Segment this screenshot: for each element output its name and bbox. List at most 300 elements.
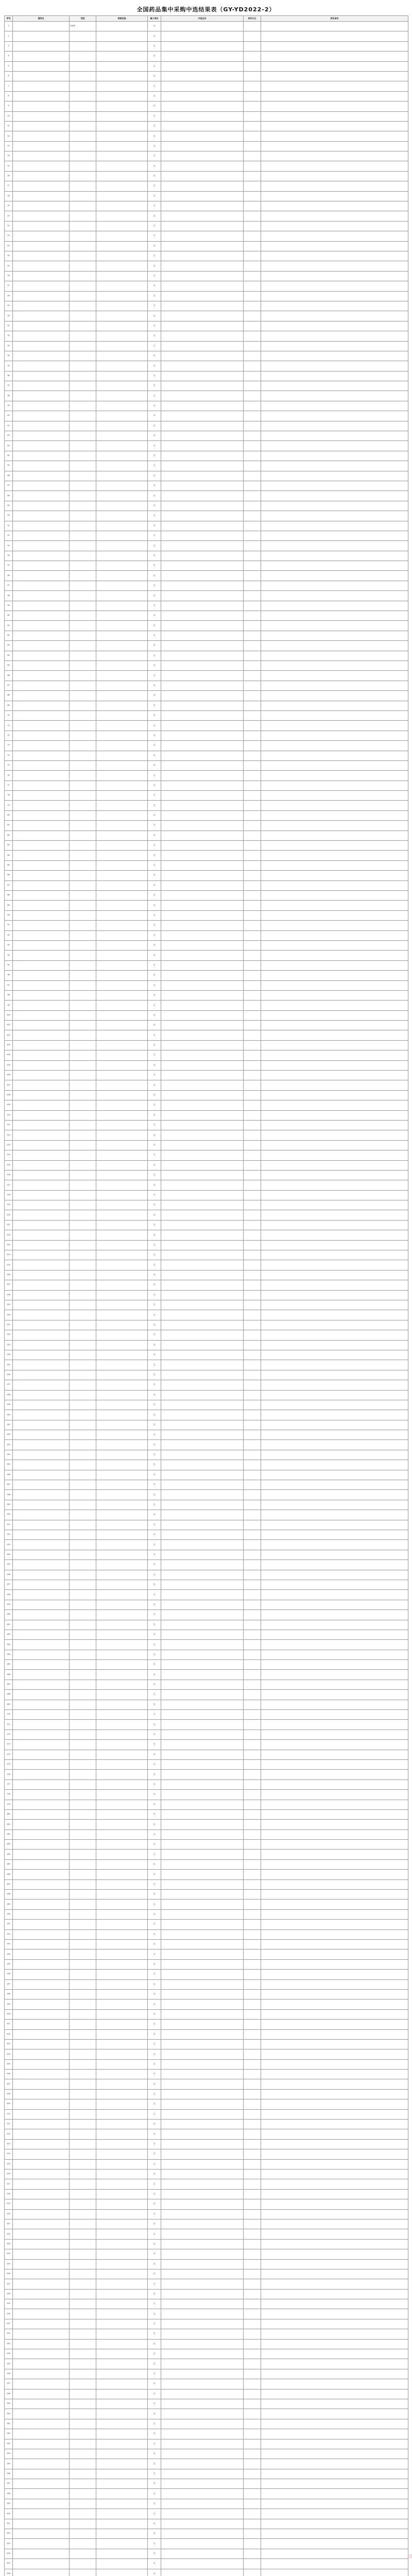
cell-dosage-form bbox=[70, 2279, 96, 2289]
cell-dosage-form bbox=[70, 351, 96, 361]
table-row bbox=[5, 331, 408, 341]
cell-index: 166 bbox=[5, 1670, 13, 1680]
cell-generic-name bbox=[13, 2129, 70, 2139]
table-row bbox=[5, 1370, 408, 1380]
cell-index: 156 bbox=[5, 1570, 13, 1580]
cell-spec-pack bbox=[96, 421, 148, 431]
cell-provinces bbox=[261, 231, 408, 241]
cell-company bbox=[161, 1200, 244, 1210]
cell-index: 245 bbox=[5, 2459, 13, 2469]
table-row bbox=[5, 171, 408, 181]
table-row bbox=[5, 2279, 408, 2289]
cell-price bbox=[244, 691, 261, 701]
cell-min-unit: 支 bbox=[148, 1260, 161, 1270]
table-row bbox=[5, 1879, 408, 1889]
table-row bbox=[5, 821, 408, 831]
table-row bbox=[5, 1090, 408, 1100]
cell-generic-name bbox=[13, 261, 70, 271]
table-row bbox=[5, 441, 408, 451]
cell-index: 12 bbox=[5, 131, 13, 141]
cell-spec-pack bbox=[96, 551, 148, 561]
cell-index: 66 bbox=[5, 671, 13, 681]
cell-dosage-form bbox=[70, 821, 96, 831]
cell-dosage-form bbox=[70, 2359, 96, 2369]
cell-price bbox=[244, 2569, 261, 2576]
cell-company bbox=[161, 2209, 244, 2219]
cell-spec-pack bbox=[96, 1160, 148, 1170]
cell-provinces bbox=[261, 1900, 408, 1909]
cell-generic-name bbox=[13, 2369, 70, 2379]
cell-index: 247 bbox=[5, 2479, 13, 2489]
cell-min-unit: 支 bbox=[148, 2539, 161, 2549]
cell-generic-name bbox=[13, 1250, 70, 1260]
cell-company bbox=[161, 131, 244, 141]
cell-min-unit: 支 bbox=[148, 581, 161, 590]
cell-spec-pack bbox=[96, 1510, 148, 1520]
cell-index: 61 bbox=[5, 621, 13, 631]
cell-generic-name bbox=[13, 1780, 70, 1789]
cell-spec-pack bbox=[96, 810, 148, 820]
cell-provinces bbox=[261, 1220, 408, 1230]
cell-index: 192 bbox=[5, 1929, 13, 1939]
table-row bbox=[5, 1520, 408, 1530]
cell-min-unit: 支 bbox=[148, 291, 161, 301]
cell-provinces bbox=[261, 990, 408, 1000]
cell-provinces bbox=[261, 531, 408, 540]
cell-dosage-form bbox=[70, 2449, 96, 2459]
cell-spec-pack bbox=[96, 1450, 148, 1460]
cell-provinces bbox=[261, 2459, 408, 2469]
cell-min-unit: 支 bbox=[148, 1879, 161, 1889]
cell-generic-name bbox=[13, 2189, 70, 2199]
cell-provinces bbox=[261, 2489, 408, 2499]
cell-dosage-form bbox=[70, 1999, 96, 2009]
cell-company bbox=[161, 841, 244, 851]
cell-index: 183 bbox=[5, 1840, 13, 1850]
table-row bbox=[5, 181, 408, 191]
cell-price bbox=[244, 2499, 261, 2509]
cell-generic-name bbox=[13, 1650, 70, 1659]
cell-company bbox=[161, 2379, 244, 2389]
table-row bbox=[5, 231, 408, 241]
table-row bbox=[5, 741, 408, 751]
cell-index: 104 bbox=[5, 1050, 13, 1060]
cell-dosage-form bbox=[70, 2089, 96, 2099]
cell-provinces bbox=[261, 1290, 408, 1300]
cell-company bbox=[161, 1100, 244, 1110]
cell-generic-name bbox=[13, 22, 70, 31]
cell-generic-name bbox=[13, 1490, 70, 1500]
cell-spec-pack bbox=[96, 1280, 148, 1290]
cell-generic-name bbox=[13, 1160, 70, 1170]
cell-index: 254 bbox=[5, 2549, 13, 2558]
cell-spec-pack bbox=[96, 901, 148, 910]
cell-company bbox=[161, 1660, 244, 1670]
table-row bbox=[5, 1950, 408, 1959]
cell-min-unit: 支 bbox=[148, 2299, 161, 2309]
cell-spec-pack bbox=[96, 41, 148, 51]
cell-dosage-form bbox=[70, 311, 96, 321]
cell-generic-name bbox=[13, 301, 70, 311]
cell-price bbox=[244, 2409, 261, 2419]
table-row bbox=[5, 2020, 408, 2029]
cell-price bbox=[244, 771, 261, 781]
cell-spec-pack bbox=[96, 251, 148, 261]
cell-company bbox=[161, 1320, 244, 1330]
cell-min-unit: 支 bbox=[148, 571, 161, 581]
cell-price bbox=[244, 1021, 261, 1030]
cell-index: 218 bbox=[5, 2189, 13, 2199]
cell-spec-pack bbox=[96, 1210, 148, 1220]
cell-index: 153 bbox=[5, 1540, 13, 1550]
table-row bbox=[5, 2239, 408, 2249]
cell-min-unit: 支 bbox=[148, 52, 161, 61]
cell-company bbox=[161, 381, 244, 391]
cell-spec-pack bbox=[96, 1610, 148, 1620]
table-row bbox=[5, 1300, 408, 1310]
table-row bbox=[5, 2339, 408, 2349]
cell-spec-pack bbox=[96, 591, 148, 601]
cell-company bbox=[161, 2469, 244, 2479]
cell-index: 25 bbox=[5, 261, 13, 271]
cell-generic-name bbox=[13, 2279, 70, 2289]
cell-company bbox=[161, 471, 244, 481]
table-row bbox=[5, 641, 408, 651]
cell-provinces bbox=[261, 2329, 408, 2339]
cell-spec-pack bbox=[96, 2279, 148, 2289]
cell-price bbox=[244, 1310, 261, 1320]
cell-price bbox=[244, 2249, 261, 2259]
cell-provinces bbox=[261, 71, 408, 81]
cell-dosage-form bbox=[70, 971, 96, 980]
cell-index: 157 bbox=[5, 1580, 13, 1589]
cell-company bbox=[161, 141, 244, 151]
cell-index: 18 bbox=[5, 191, 13, 201]
cell-provinces bbox=[261, 2429, 408, 2439]
cell-provinces bbox=[261, 2099, 408, 2109]
cell-min-unit: 支 bbox=[148, 2329, 161, 2339]
cell-company bbox=[161, 61, 244, 71]
cell-generic-name bbox=[13, 1480, 70, 1490]
cell-dosage-form bbox=[70, 851, 96, 860]
cell-price bbox=[244, 221, 261, 231]
cell-price bbox=[244, 1370, 261, 1380]
cell-dosage-form bbox=[70, 361, 96, 371]
cell-index: 43 bbox=[5, 441, 13, 451]
cell-provinces bbox=[261, 1620, 408, 1630]
cell-price bbox=[244, 1270, 261, 1280]
cell-price bbox=[244, 131, 261, 141]
cell-dosage-form bbox=[70, 1770, 96, 1780]
cell-min-unit: 支 bbox=[148, 940, 161, 950]
cell-min-unit: 支 bbox=[148, 2179, 161, 2189]
cell-dosage-form bbox=[70, 1979, 96, 1989]
cell-spec-pack bbox=[96, 2020, 148, 2029]
cell-company bbox=[161, 2369, 244, 2379]
cell-price bbox=[244, 1400, 261, 1410]
cell-company bbox=[161, 361, 244, 371]
cell-company bbox=[161, 551, 244, 561]
cell-provinces bbox=[261, 1800, 408, 1809]
cell-dosage-form bbox=[70, 411, 96, 421]
table-row bbox=[5, 2029, 408, 2039]
cell-company bbox=[161, 311, 244, 321]
cell-price bbox=[244, 1350, 261, 1360]
cell-price bbox=[244, 491, 261, 501]
cell-dosage-form bbox=[70, 511, 96, 521]
cell-dosage-form bbox=[70, 2239, 96, 2249]
cell-price bbox=[244, 1190, 261, 1200]
cell-company bbox=[161, 1879, 244, 1889]
cell-min-unit: 支 bbox=[148, 1920, 161, 1929]
cell-min-unit: 支 bbox=[148, 2389, 161, 2399]
cell-provinces bbox=[261, 2559, 408, 2569]
cell-price bbox=[244, 1700, 261, 1709]
cell-dosage-form bbox=[70, 1120, 96, 1130]
cell-provinces bbox=[261, 910, 408, 920]
cell-dosage-form bbox=[70, 691, 96, 701]
cell-company bbox=[161, 1940, 244, 1950]
cell-price bbox=[244, 2179, 261, 2189]
cell-generic-name bbox=[13, 2569, 70, 2576]
cell-min-unit: 支 bbox=[148, 880, 161, 890]
table-row bbox=[5, 1550, 408, 1560]
cell-generic-name bbox=[13, 1770, 70, 1780]
table-row bbox=[5, 301, 408, 311]
cell-spec-pack bbox=[96, 1759, 148, 1769]
cell-provinces bbox=[261, 1909, 408, 1919]
cell-dosage-form bbox=[70, 2469, 96, 2479]
cell-index: 121 bbox=[5, 1220, 13, 1230]
cell-min-unit: 支 bbox=[148, 1979, 161, 1989]
cell-provinces bbox=[261, 1060, 408, 1070]
cell-dosage-form bbox=[70, 1940, 96, 1950]
cell-dosage-form bbox=[70, 371, 96, 381]
cell-spec-pack bbox=[96, 2389, 148, 2399]
cell-company bbox=[161, 581, 244, 590]
cell-index: 138 bbox=[5, 1390, 13, 1400]
cell-provinces bbox=[261, 751, 408, 760]
cell-min-unit: 支 bbox=[148, 2559, 161, 2569]
cell-price bbox=[244, 1050, 261, 1060]
cell-generic-name bbox=[13, 621, 70, 631]
cell-company bbox=[161, 1210, 244, 1220]
cell-generic-name bbox=[13, 181, 70, 191]
cell-index: 42 bbox=[5, 431, 13, 441]
cell-company bbox=[161, 1909, 244, 1919]
cell-price bbox=[244, 451, 261, 461]
cell-min-unit: 支 bbox=[148, 2339, 161, 2349]
cell-company bbox=[161, 2559, 244, 2569]
cell-generic-name bbox=[13, 331, 70, 341]
cell-index: 160 bbox=[5, 1610, 13, 1620]
cell-spec-pack bbox=[96, 1959, 148, 1969]
cell-dosage-form: 注射剂 bbox=[70, 22, 96, 31]
cell-index: 200 bbox=[5, 2009, 13, 2019]
cell-price bbox=[244, 2389, 261, 2399]
table-row bbox=[5, 1100, 408, 1110]
cell-price bbox=[244, 1410, 261, 1420]
cell-price bbox=[244, 1170, 261, 1180]
cell-index: 152 bbox=[5, 1530, 13, 1539]
cell-price bbox=[244, 2120, 261, 2129]
cell-index: 77 bbox=[5, 781, 13, 790]
cell-index: 238 bbox=[5, 2389, 13, 2399]
cell-generic-name bbox=[13, 2070, 70, 2079]
cell-dosage-form bbox=[70, 1170, 96, 1180]
cell-dosage-form bbox=[70, 1740, 96, 1750]
cell-provinces bbox=[261, 1959, 408, 1969]
cell-company bbox=[161, 890, 244, 900]
cell-generic-name bbox=[13, 980, 70, 990]
cell-min-unit: 支 bbox=[148, 971, 161, 980]
cell-spec-pack bbox=[96, 401, 148, 411]
cell-generic-name bbox=[13, 1840, 70, 1850]
cell-index: 122 bbox=[5, 1230, 13, 1240]
cell-min-unit: 支 bbox=[148, 1859, 161, 1869]
table-row bbox=[5, 1170, 408, 1180]
cell-dosage-form bbox=[70, 1300, 96, 1310]
cell-index: 149 bbox=[5, 1500, 13, 1510]
cell-company bbox=[161, 1400, 244, 1410]
cell-spec-pack bbox=[96, 471, 148, 481]
cell-index: 222 bbox=[5, 2229, 13, 2239]
cell-price bbox=[244, 91, 261, 101]
cell-price bbox=[244, 2229, 261, 2239]
table-row bbox=[5, 1030, 408, 1040]
cell-index: 141 bbox=[5, 1420, 13, 1430]
cell-price bbox=[244, 521, 261, 531]
cell-price bbox=[244, 1999, 261, 2009]
cell-company bbox=[161, 481, 244, 490]
table-row bbox=[5, 1470, 408, 1480]
table-row bbox=[5, 1660, 408, 1670]
table-row bbox=[5, 1759, 408, 1769]
cell-provinces bbox=[261, 2309, 408, 2319]
cell-company bbox=[161, 2149, 244, 2159]
table-row bbox=[5, 731, 408, 740]
cell-company bbox=[161, 701, 244, 710]
cell-spec-pack bbox=[96, 1710, 148, 1720]
cell-generic-name bbox=[13, 451, 70, 461]
cell-generic-name bbox=[13, 2179, 70, 2189]
cell-company bbox=[161, 1410, 244, 1420]
table-row bbox=[5, 2139, 408, 2149]
cell-spec-pack bbox=[96, 2149, 148, 2159]
cell-spec-pack bbox=[96, 301, 148, 311]
cell-generic-name bbox=[13, 910, 70, 920]
cell-provinces bbox=[261, 1580, 408, 1589]
cell-spec-pack bbox=[96, 1620, 148, 1630]
cell-min-unit: 支 bbox=[148, 1770, 161, 1780]
cell-generic-name bbox=[13, 1929, 70, 1939]
cell-price bbox=[244, 1989, 261, 1999]
cell-price bbox=[244, 1330, 261, 1340]
cell-generic-name bbox=[13, 361, 70, 371]
cell-spec-pack bbox=[96, 22, 148, 31]
cell-company bbox=[161, 2399, 244, 2409]
cell-spec-pack bbox=[96, 111, 148, 121]
cell-index: 172 bbox=[5, 1730, 13, 1739]
cell-generic-name bbox=[13, 1970, 70, 1979]
cell-index: 148 bbox=[5, 1490, 13, 1500]
cell-dosage-form bbox=[70, 1430, 96, 1440]
table-row bbox=[5, 1440, 408, 1450]
cell-company bbox=[161, 801, 244, 810]
cell-dosage-form bbox=[70, 2049, 96, 2059]
cell-min-unit: 支 bbox=[148, 2070, 161, 2079]
cell-price bbox=[244, 111, 261, 121]
cell-generic-name bbox=[13, 471, 70, 481]
cell-provinces bbox=[261, 1809, 408, 1819]
cell-company bbox=[161, 22, 244, 31]
cell-min-unit: 支 bbox=[148, 1040, 161, 1050]
cell-spec-pack bbox=[96, 1770, 148, 1780]
cell-generic-name bbox=[13, 1260, 70, 1270]
table-row bbox=[5, 960, 408, 970]
cell-dosage-form bbox=[70, 890, 96, 900]
cell-min-unit: 支 bbox=[148, 2219, 161, 2229]
cell-spec-pack bbox=[96, 1630, 148, 1639]
cell-spec-pack bbox=[96, 801, 148, 810]
table-row bbox=[5, 1730, 408, 1739]
cell-index: 145 bbox=[5, 1460, 13, 1470]
table-row bbox=[5, 1690, 408, 1700]
cell-dosage-form bbox=[70, 2369, 96, 2379]
cell-spec-pack bbox=[96, 571, 148, 581]
cell-min-unit: 支 bbox=[148, 371, 161, 381]
cell-spec-pack bbox=[96, 1979, 148, 1989]
cell-generic-name bbox=[13, 1380, 70, 1390]
cell-min-unit: 支 bbox=[148, 2469, 161, 2479]
cell-company bbox=[161, 1350, 244, 1360]
cell-min-unit: 支 bbox=[148, 401, 161, 411]
table-row bbox=[5, 2539, 408, 2549]
cell-index: 159 bbox=[5, 1600, 13, 1609]
table-row bbox=[5, 951, 408, 960]
cell-price bbox=[244, 1090, 261, 1100]
cell-generic-name bbox=[13, 641, 70, 651]
cell-provinces bbox=[261, 1600, 408, 1609]
cell-company bbox=[161, 71, 244, 81]
cell-index: 207 bbox=[5, 2079, 13, 2089]
cell-company bbox=[161, 1240, 244, 1250]
cell-spec-pack bbox=[96, 91, 148, 101]
cell-provinces bbox=[261, 1120, 408, 1130]
cell-generic-name bbox=[13, 1690, 70, 1700]
cell-index: 45 bbox=[5, 461, 13, 471]
cell-dosage-form bbox=[70, 1660, 96, 1670]
table-row bbox=[5, 2009, 408, 2019]
cell-generic-name bbox=[13, 2009, 70, 2019]
cell-company bbox=[161, 321, 244, 331]
cell-company bbox=[161, 1979, 244, 1989]
cell-spec-pack bbox=[96, 161, 148, 171]
cell-provinces bbox=[261, 1380, 408, 1390]
cell-company bbox=[161, 291, 244, 301]
cell-price bbox=[244, 1430, 261, 1440]
cell-dosage-form bbox=[70, 401, 96, 411]
cell-provinces bbox=[261, 181, 408, 191]
cell-company bbox=[161, 2439, 244, 2449]
cell-spec-pack bbox=[96, 1859, 148, 1869]
cell-generic-name bbox=[13, 831, 70, 840]
cell-provinces bbox=[261, 1300, 408, 1310]
table-row bbox=[5, 940, 408, 950]
cell-min-unit: 支 bbox=[148, 301, 161, 311]
cell-generic-name bbox=[13, 2509, 70, 2519]
cell-index: 220 bbox=[5, 2209, 13, 2219]
